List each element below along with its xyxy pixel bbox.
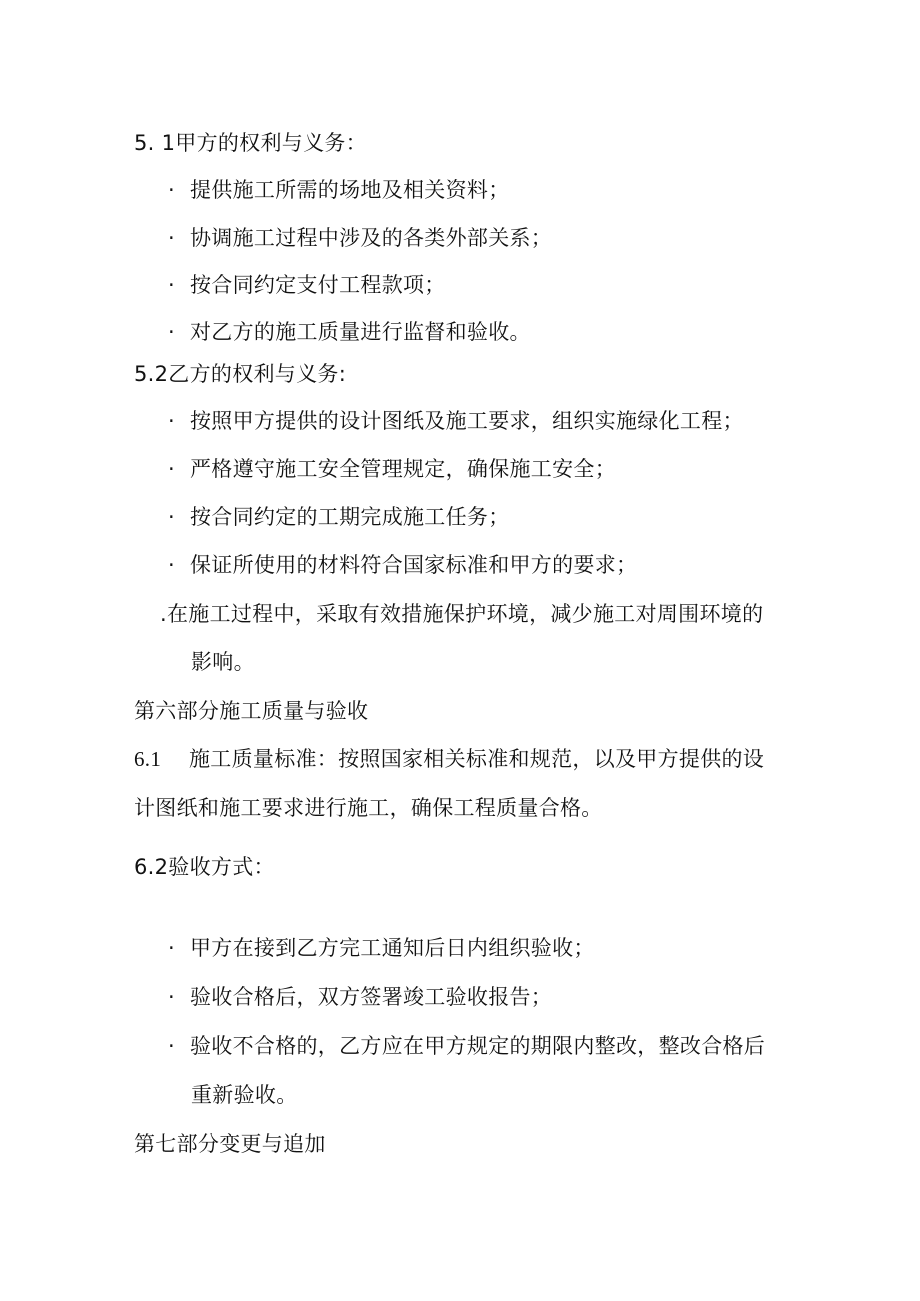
list-item bbox=[168, 983, 552, 1011]
section-7-heading: 第七部分变更与追加 bbox=[134, 1132, 326, 1156]
paragraph-text: 施工质量标准：按照国家相关标准和规范，以及甲方提供的设 bbox=[189, 747, 765, 771]
list-item-text: 按照甲方提供的设计图纸及施工要求，组织实施绿化工程； bbox=[190, 409, 744, 433]
section-5-1-heading: 5. 1甲方的权利与义务： bbox=[134, 131, 367, 155]
bullet-icon: · bbox=[168, 505, 175, 529]
list-item-text: 对乙方的施工质量进行监督和验收。 bbox=[190, 320, 531, 344]
list-item-text: 按合同约定的工期完成施工任务； bbox=[190, 505, 510, 529]
list-item bbox=[168, 551, 637, 579]
list-item-extra-continuation: 影响。 bbox=[191, 650, 255, 674]
paragraph-6-1 bbox=[134, 745, 764, 773]
list-item-text: 按合同约定支付工程款项； bbox=[190, 273, 446, 297]
bullet-icon: · bbox=[168, 178, 175, 202]
list-item-text: 甲方在接到乙方完工通知后日内组织验收； bbox=[190, 936, 595, 960]
list-item-text: 保证所使用的材料符合国家标准和甲方的要求； bbox=[190, 553, 638, 577]
section-6-heading: 第六部分施工质量与验收 bbox=[134, 699, 369, 723]
list-item bbox=[168, 455, 616, 483]
bullet-icon: · bbox=[168, 985, 175, 1009]
section-5-2-heading: 5.2乙方的权利与义务: bbox=[134, 362, 347, 386]
bullet-icon: · bbox=[168, 273, 175, 297]
section-6-2-heading: 6.2验收方式： bbox=[134, 855, 275, 879]
list-item-text: 严格遵守施工安全管理规定，确保施工安全； bbox=[190, 457, 616, 481]
bullet-icon: · bbox=[168, 936, 175, 960]
list-item bbox=[168, 176, 510, 204]
paragraph-6-1-continuation: 计图纸和施工要求进行施工，确保工程质量合格。 bbox=[134, 796, 603, 820]
bullet-icon: · bbox=[168, 457, 175, 481]
list-item-text: 验收合格后，双方签署竣工验收报告； bbox=[190, 985, 553, 1009]
list-item bbox=[168, 934, 595, 962]
bullet-icon: · bbox=[168, 320, 175, 344]
list-item bbox=[168, 1032, 765, 1060]
list-item bbox=[168, 318, 531, 346]
paragraph-number: 6.1 bbox=[134, 747, 162, 771]
list-item-text: 协调施工过程中涉及的各类外部关系； bbox=[190, 226, 553, 250]
list-item-continuation: 重新验收。 bbox=[191, 1083, 298, 1107]
list-item-text: 验收不合格的，乙方应在甲方规定的期限内整改，整改合格后 bbox=[190, 1034, 766, 1058]
list-item bbox=[168, 224, 552, 252]
list-item-text: 提供施工所需的场地及相关资料； bbox=[190, 178, 510, 202]
bullet-icon: · bbox=[168, 226, 175, 250]
list-item bbox=[168, 407, 744, 435]
list-item bbox=[168, 503, 510, 531]
list-item bbox=[168, 271, 446, 299]
bullet-icon: · bbox=[168, 1034, 175, 1058]
bullet-icon: · bbox=[168, 553, 175, 577]
bullet-icon: · bbox=[168, 409, 175, 433]
list-item-extra: .在施工过程中，采取有效措施保护环境，减少施工对周围环境的 bbox=[160, 602, 764, 626]
